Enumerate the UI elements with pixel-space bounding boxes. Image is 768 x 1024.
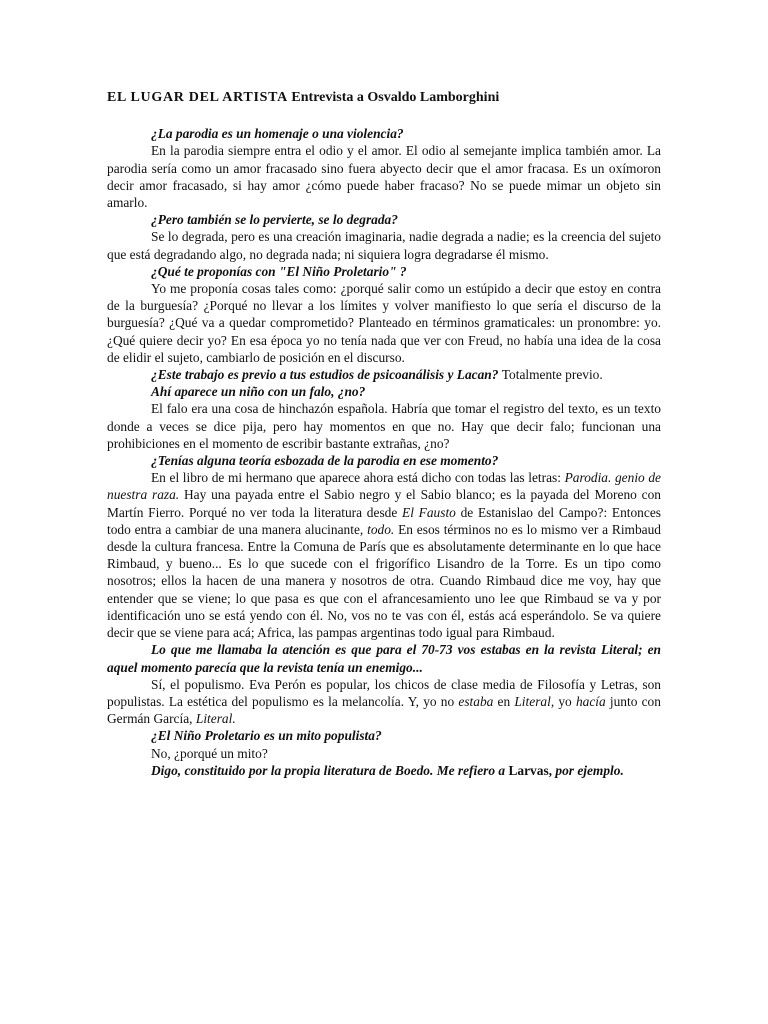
page-title	[107, 89, 661, 106]
answer-6-text: de Estanislao del Campo?: Entonces todo entra a cambiar de una manera alucinante,	[107, 504, 661, 537]
title-main: EL LUGAR DEL ARTISTA	[107, 90, 288, 105]
answer-7-italic: estaba	[458, 693, 494, 709]
question-8: ¿El Niño Proletario es un mito populista?	[151, 728, 382, 744]
answer-6-text: En esos términos no es lo mismo ver a Rimbaud desde la cultura francesa. Entre la Comuna de París que es absolutamente determinante en lo que hace Rimbaud, y bueno... Es lo que sucede con el frigorífico Lisandro de la Torre. Es un tipo como nosotros; ellos la hacen de una manera y nosotros de otra. Cuando Rimbaud dice me voy, hay que entender que se viene; lo que pasa es que con el afrancesamiento uno lee que Rimbaud se va y por identificación uno se está yendo con él. No, vos no te vas con él, estás acá esperándolo. Se va quiere decir que se viene para acá; Africa, las pampas argentinas todo igual para Rimbaud.	[107, 521, 661, 641]
question-5: Ahí aparece un niño con un falo, ¿no?	[151, 384, 366, 400]
answer-7-text: yo	[558, 693, 572, 709]
question-9-text: Digo, constituido por la propia literatura de Boedo. Me refiero a	[151, 762, 506, 778]
title-subtitle: Entrevista a Osvaldo Lamborghini	[291, 90, 500, 105]
question-4-paragraph	[107, 366, 661, 383]
answer-6	[107, 469, 661, 641]
question-6: ¿Tenías alguna teoría esbozada de la parodia en ese momento?	[151, 453, 499, 469]
answer-8: No, ¿porqué un mito?	[151, 745, 268, 761]
interview-body	[107, 89, 661, 779]
question-4: ¿Este trabajo es previo a tus estudios de psicoanálisis y Lacan?	[151, 367, 499, 383]
question-9-book-title: Larvas,	[508, 762, 553, 778]
question-9-text: por ejemplo.	[555, 762, 624, 778]
answer-7-text: Sí, el populismo. Eva Perón es popular, los chicos de clase media de Filosofía y Letras, son populistas. La estética del populismo es la melancolía. Y, yo no	[107, 676, 661, 709]
answer-2: Se lo degrada, pero es una creación imaginaria, nadie degrada a nadie; es la creencia del sujeto que está degradando algo, no degrada nada; ni siquiera logra degradarse él mismo.	[107, 229, 661, 262]
answer-7-text: junto con Germán García,	[107, 693, 661, 727]
answer-7	[107, 676, 661, 728]
answer-4: Totalmente previo.	[501, 367, 603, 383]
answer-5: El falo era una cosa de hinchazón española. Habría que tomar el registro del texto, es un texto donde a veces se dice pija, pero hay momentos en que no. Hay que decir falo; funcionan una prohibiciones en el momento de escribir bastante extrañas, ¿no?	[107, 401, 661, 451]
question-3: ¿Qué te proponías con "El Niño Proletario" ?	[151, 263, 407, 279]
question-7: Lo que me llamaba la atención es que para el 70-73 vos estabas en la revista Literal; en aquel momento parecía que la revista tenía un enemigo...	[107, 642, 661, 675]
answer-6-italic-title: El Fausto	[402, 504, 456, 520]
answer-7-italic: Literal.	[195, 711, 236, 727]
answer-6-italic-word: todo.	[367, 521, 395, 537]
answer-6-italic-quote: Parodia. genio de nuestra raza.	[107, 470, 661, 503]
question-1: ¿La parodia es un homenaje o una violencia?	[151, 126, 404, 142]
answer-6-text: Hay una payada entre el Sabio negro y el Sabio blanco; es la payada del Moreno con Martín Fierro. Porqué no ver toda la literatura desde	[107, 487, 661, 520]
answer-3: Yo me proponía cosas tales como: ¿porqué salir como un estúpido a decir que estoy en contra de la burguesía? ¿Porqué no llevar a los límites y volver manifiesto lo que sería el discurso de la burguesía? ¿Qué va a quedar comprometido? Planteado en términos gramaticales: un pronombre: yo. ¿Qué quiere decir yo? En esa época yo no tenía nada que ver con Freud, no había una idea de la cosa de elidir el sujeto, cambiarlo de posición en el discurso.	[107, 281, 661, 365]
question-2: ¿Pero también se lo pervierte, se lo degrada?	[151, 212, 398, 228]
answer-7-italic: hacía	[575, 693, 606, 709]
answer-7-italic: Literal,	[514, 693, 555, 709]
answer-6-text: En el libro de mi hermano que aparece ahora está dicho con todas las letras:	[151, 470, 561, 486]
question-9	[107, 762, 661, 779]
answer-1: En la parodia siempre entra el odio y el amor. El odio al semejante implica también amor. La parodia sería como un amor fracasado sino fuera abyecto decir que el amor fracasa. Es un oxímoron decir amor fracasado, si hay amor ¿cómo puede haber fracaso? No se puede mimar un objeto sin amarlo.	[107, 143, 661, 211]
answer-7-text: en	[497, 693, 511, 709]
